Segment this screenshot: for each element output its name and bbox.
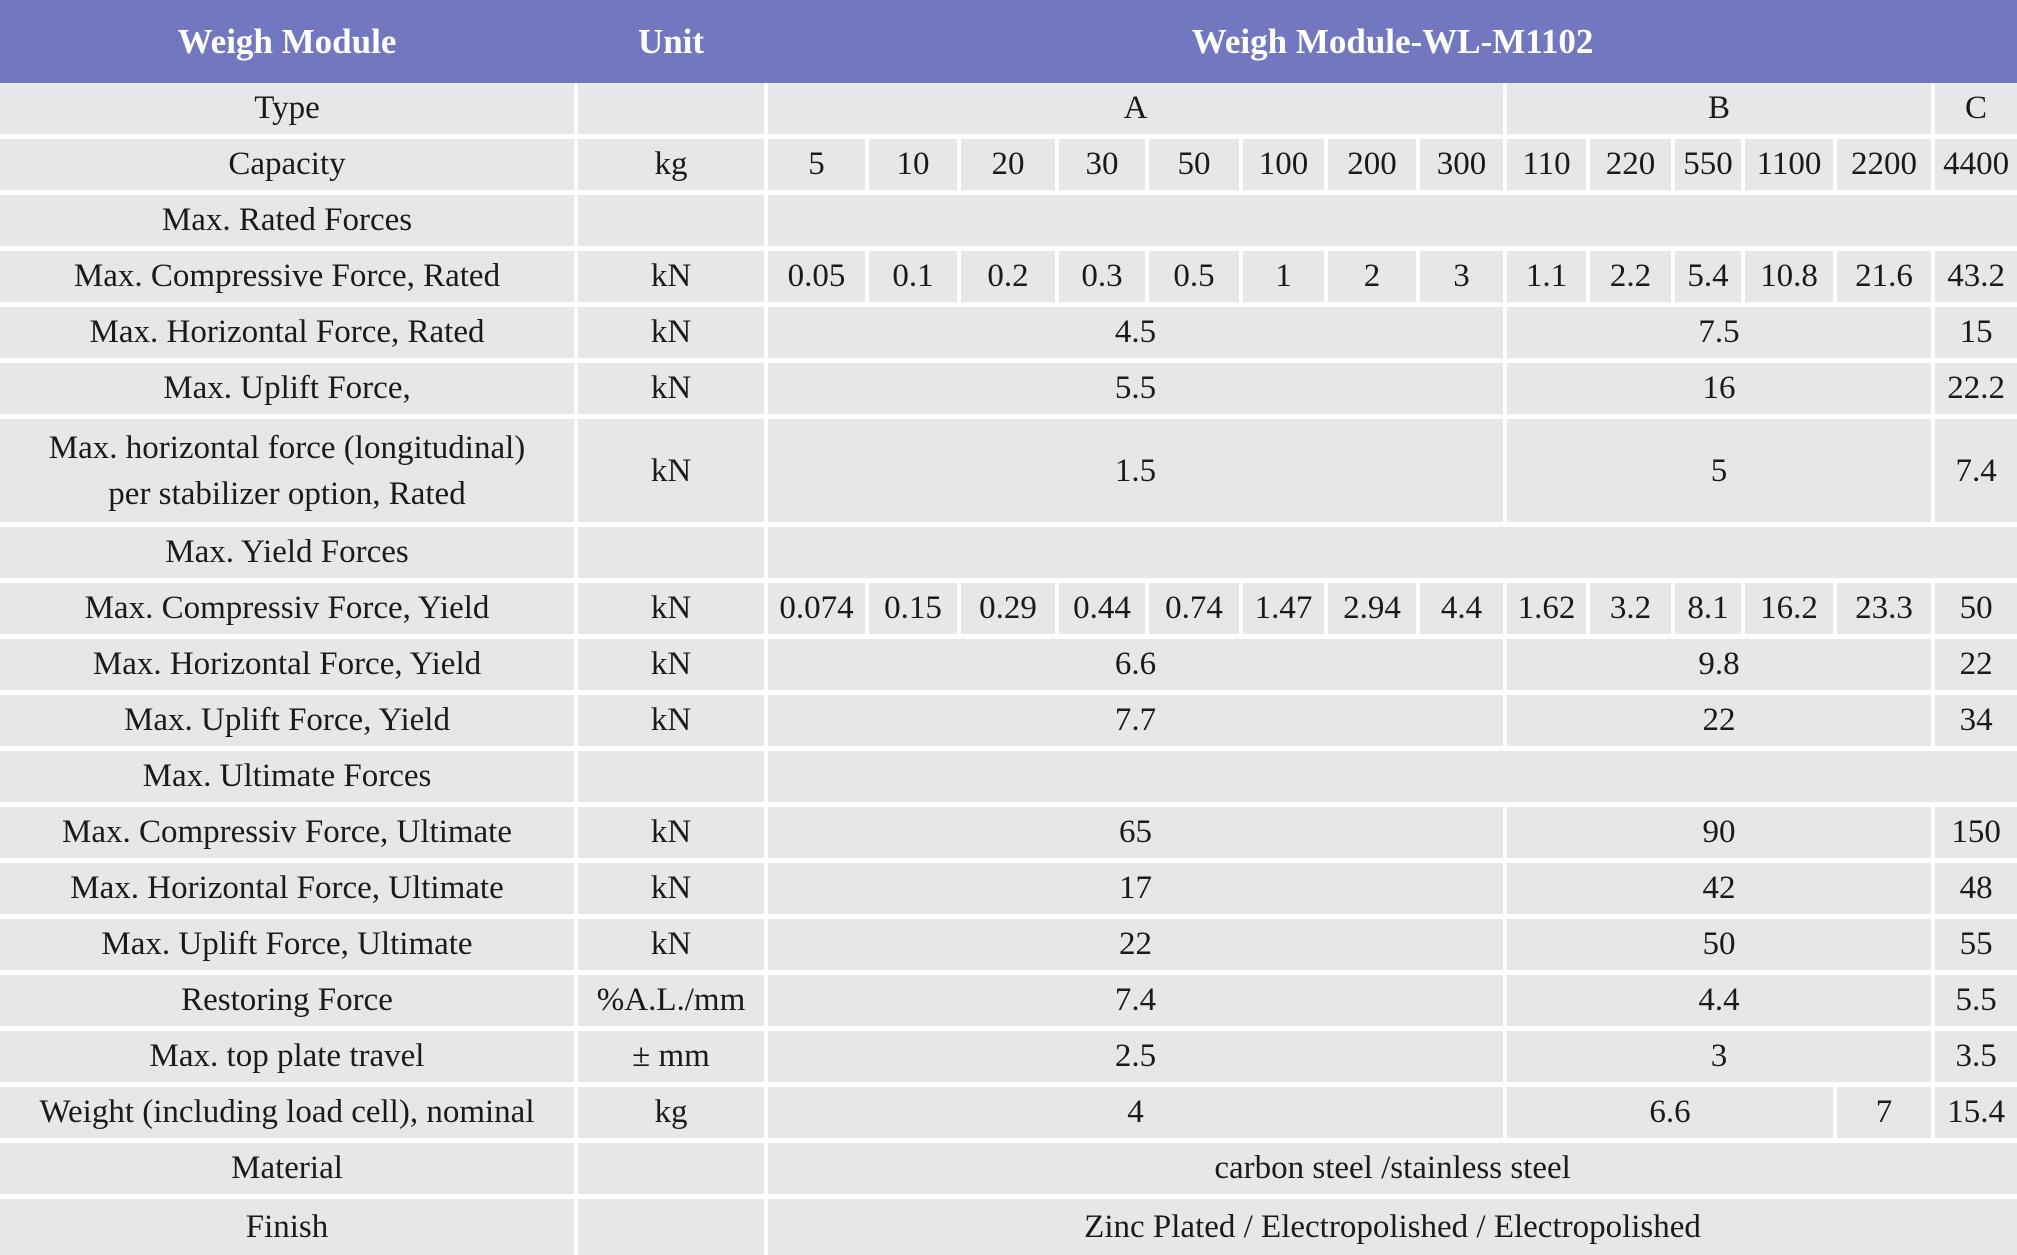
row-label: Max. Horizontal Force, Yield <box>0 639 578 695</box>
unit-cell: kN <box>578 695 768 751</box>
row-label: Max. Compressive Force, Rated <box>0 251 578 307</box>
compressive-ultimate-row <box>0 807 2017 863</box>
value-c: 48 <box>1935 863 2017 919</box>
restoring-force-row <box>0 975 2017 1031</box>
top-plate-travel-row <box>0 1031 2017 1087</box>
value-cell: 4.4 <box>1420 583 1507 639</box>
type-b: B <box>1507 83 1935 139</box>
header-weigh-module: Weigh Module <box>0 0 578 83</box>
row-label: Capacity <box>0 139 578 195</box>
value-c: 3.5 <box>1935 1031 2017 1087</box>
value-cell: 550 <box>1675 139 1745 195</box>
value-b: 22 <box>1507 695 1935 751</box>
value-a: 6.6 <box>768 639 1507 695</box>
value-c: 22 <box>1935 639 2017 695</box>
unit-cell: kN <box>578 363 768 419</box>
unit-cell: kN <box>578 863 768 919</box>
value-cell: 3.2 <box>1590 583 1675 639</box>
unit-cell: kN <box>578 583 768 639</box>
value-a: 7.4 <box>768 975 1507 1031</box>
unit-cell: kg <box>578 1087 768 1143</box>
value-cell: 1.1 <box>1507 251 1590 307</box>
value-c: 5.5 <box>1935 975 2017 1031</box>
unit-cell: kg <box>578 139 768 195</box>
uplift-yield-row <box>0 695 2017 751</box>
value-a: 22 <box>768 919 1507 975</box>
value-cell: 2200 <box>1837 139 1935 195</box>
value-a: 5.5 <box>768 363 1507 419</box>
finish-value: Zinc Plated / Electropolished / Electropolished <box>768 1199 2017 1255</box>
row-label <box>0 419 578 527</box>
type-c: C <box>1935 83 2017 139</box>
capacity-row <box>0 139 2017 195</box>
value-cell: 0.2 <box>961 251 1059 307</box>
compressive-rated-row <box>0 251 2017 307</box>
value-cell: 100 <box>1243 139 1328 195</box>
unit-cell: ± mm <box>578 1031 768 1087</box>
horizontal-rated-row <box>0 307 2017 363</box>
value-cell: 10 <box>869 139 961 195</box>
header-model: Weigh Module-WL-M1102 <box>768 0 2017 83</box>
section-row-ultimate <box>0 751 2017 807</box>
row-label: Material <box>0 1143 578 1199</box>
value-cell: 3 <box>1420 251 1507 307</box>
value-cell: 300 <box>1420 139 1507 195</box>
unit-cell <box>578 1199 768 1255</box>
unit-cell: %A.L./mm <box>578 975 768 1031</box>
horizontal-yield-row <box>0 639 2017 695</box>
value-a: 4.5 <box>768 307 1507 363</box>
row-label: Max. Uplift Force, Yield <box>0 695 578 751</box>
value-cell: 0.05 <box>768 251 869 307</box>
value-cell: 0.44 <box>1059 583 1149 639</box>
empty-cell <box>768 195 2017 251</box>
value-c: 55 <box>1935 919 2017 975</box>
weight-row <box>0 1087 2017 1143</box>
label-line-2: per stabilizer option, Rated <box>108 475 466 512</box>
value-cell: 23.3 <box>1837 583 1935 639</box>
value-a: 2.5 <box>768 1031 1507 1087</box>
section-label: Max. Rated Forces <box>0 195 578 251</box>
value-cell: 21.6 <box>1837 251 1935 307</box>
value-cell: 1 <box>1243 251 1328 307</box>
value-a: 65 <box>768 807 1507 863</box>
value-b: 16 <box>1507 363 1935 419</box>
value-cell: 1.47 <box>1243 583 1328 639</box>
value-cell: 20 <box>961 139 1059 195</box>
longitudinal-rated-row <box>0 419 2017 527</box>
value-a: 7.7 <box>768 695 1507 751</box>
value-cell: 200 <box>1328 139 1420 195</box>
row-label: Finish <box>0 1199 578 1255</box>
value-b: 4.4 <box>1507 975 1935 1031</box>
value-cell: 5.4 <box>1675 251 1745 307</box>
value-b: 6.6 <box>1507 1087 1837 1143</box>
value-cell: 0.3 <box>1059 251 1149 307</box>
row-label: Max. Uplift Force, Ultimate <box>0 919 578 975</box>
section-label: Max. Yield Forces <box>0 527 578 583</box>
header-row <box>0 0 2017 83</box>
value-b: 42 <box>1507 863 1935 919</box>
row-label: Max. Horizontal Force, Ultimate <box>0 863 578 919</box>
finish-row <box>0 1199 2017 1255</box>
compressive-yield-row <box>0 583 2017 639</box>
value-c: 150 <box>1935 807 2017 863</box>
value-c: 22.2 <box>1935 363 2017 419</box>
section-row-rated <box>0 195 2017 251</box>
value-cell: 10.8 <box>1745 251 1837 307</box>
value-cell: 50 <box>1149 139 1243 195</box>
value-cell: 50 <box>1935 583 2017 639</box>
value-cell: 0.15 <box>869 583 961 639</box>
row-label: Max. Horizontal Force, Rated <box>0 307 578 363</box>
unit-cell: kN <box>578 807 768 863</box>
value-cell: 220 <box>1590 139 1675 195</box>
value-c: 7.4 <box>1935 419 2017 527</box>
value-b: 50 <box>1507 919 1935 975</box>
unit-cell: kN <box>578 419 768 527</box>
value-cell: 8.1 <box>1675 583 1745 639</box>
type-row <box>0 83 2017 139</box>
unit-cell <box>578 527 768 583</box>
value-b: 90 <box>1507 807 1935 863</box>
unit-cell <box>578 83 768 139</box>
header-unit: Unit <box>578 0 768 83</box>
value-cell: 16.2 <box>1745 583 1837 639</box>
value-c: 34 <box>1935 695 2017 751</box>
row-label: Weight (including load cell), nominal <box>0 1087 578 1143</box>
value-cell: 2.94 <box>1328 583 1420 639</box>
value-cell: 0.1 <box>869 251 961 307</box>
value-cell: 0.5 <box>1149 251 1243 307</box>
value-a: 4 <box>768 1087 1507 1143</box>
value-cell: 1.62 <box>1507 583 1590 639</box>
type-a: A <box>768 83 1507 139</box>
row-label: Type <box>0 83 578 139</box>
value-cell: 0.074 <box>768 583 869 639</box>
row-label: Max. Compressiv Force, Yield <box>0 583 578 639</box>
value-cell: 5 <box>768 139 869 195</box>
horizontal-ultimate-row <box>0 863 2017 919</box>
unit-cell: kN <box>578 251 768 307</box>
value-b: 3 <box>1507 1031 1935 1087</box>
value-c: 15.4 <box>1935 1087 2017 1143</box>
value-cell: 110 <box>1507 139 1590 195</box>
label-line-1: Max. horizontal force (longitudinal) <box>48 429 526 466</box>
row-label: Restoring Force <box>0 975 578 1031</box>
value-b-2200: 7 <box>1837 1087 1935 1143</box>
value-cell: 43.2 <box>1935 251 2017 307</box>
unit-cell: kN <box>578 919 768 975</box>
value-cell: 0.29 <box>961 583 1059 639</box>
value-b: 9.8 <box>1507 639 1935 695</box>
empty-cell <box>768 527 2017 583</box>
unit-cell <box>578 1143 768 1199</box>
unit-cell: kN <box>578 307 768 363</box>
uplift-rated-row <box>0 363 2017 419</box>
value-a: 17 <box>768 863 1507 919</box>
value-cell: 30 <box>1059 139 1149 195</box>
value-b: 7.5 <box>1507 307 1935 363</box>
uplift-ultimate-row <box>0 919 2017 975</box>
material-row <box>0 1143 2017 1199</box>
value-cell: 2.2 <box>1590 251 1675 307</box>
value-c: 15 <box>1935 307 2017 363</box>
row-label: Max. Compressiv Force, Ultimate <box>0 807 578 863</box>
row-label: Max. top plate travel <box>0 1031 578 1087</box>
section-label: Max. Ultimate Forces <box>0 751 578 807</box>
value-cell: 2 <box>1328 251 1420 307</box>
material-value: carbon steel /stainless steel <box>768 1143 2017 1199</box>
value-a: 1.5 <box>768 419 1507 527</box>
empty-cell <box>768 751 2017 807</box>
value-cell: 0.74 <box>1149 583 1243 639</box>
row-label: Max. Uplift Force, <box>0 363 578 419</box>
unit-cell <box>578 751 768 807</box>
value-cell: 4400 <box>1935 139 2017 195</box>
unit-cell: kN <box>578 639 768 695</box>
value-b: 5 <box>1507 419 1935 527</box>
unit-cell <box>578 195 768 251</box>
section-row-yield <box>0 527 2017 583</box>
value-cell: 1100 <box>1745 139 1837 195</box>
